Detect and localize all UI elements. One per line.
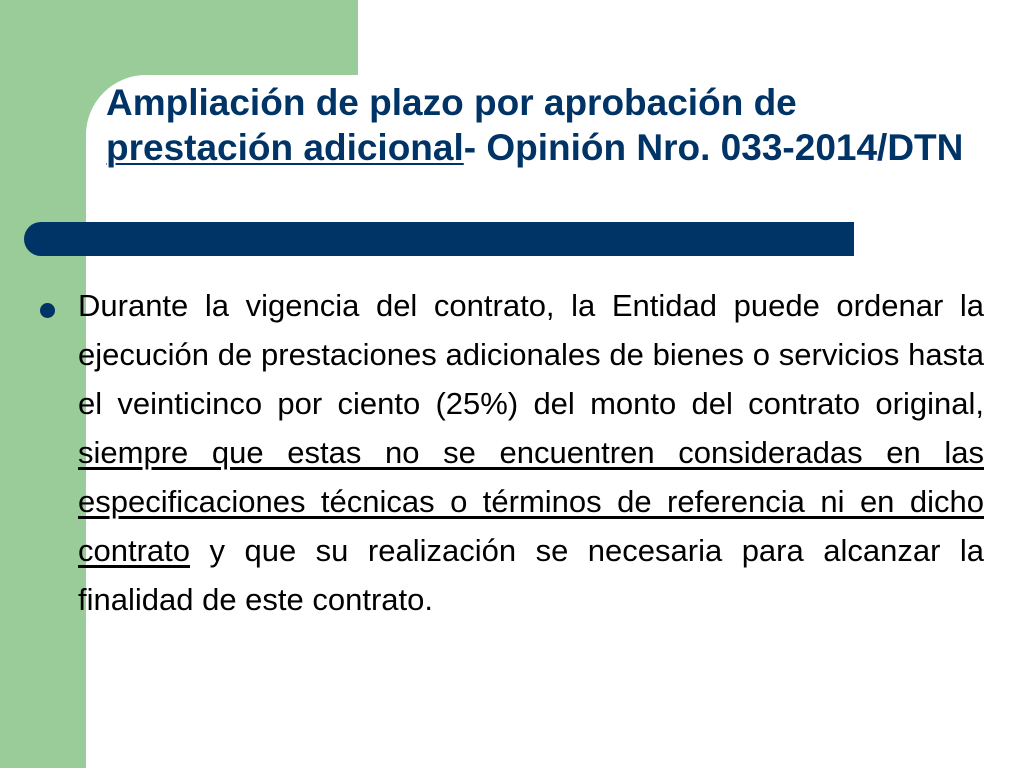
title-part-3: - Opinión Nro. 033-2014/DTN <box>463 127 964 168</box>
bullet-paragraph <box>78 281 984 624</box>
title-part-1: Ampliación de plazo por aprobación de <box>106 82 797 123</box>
bullet-text-underlined: siempre que estas no se encuentren consideradas en las especificaciones técnicas o términos de referencia ni en dicho contrato <box>78 435 984 568</box>
bullet-icon <box>40 303 55 318</box>
title-divider-bar <box>24 222 854 256</box>
slide-title <box>106 80 976 170</box>
bullet-text-after: y que su realización se necesaria para alcanzar la finalidad de este contrato. <box>78 533 984 617</box>
title-underlined-part: prestación adicional <box>106 127 464 168</box>
bullet-text-before: Durante la vigencia del contrato, la Entidad puede ordenar la ejecución de prestaciones adicionales de bienes o servicios hasta el veinticinco por ciento (25%) del monto del contrato original, <box>78 288 984 421</box>
